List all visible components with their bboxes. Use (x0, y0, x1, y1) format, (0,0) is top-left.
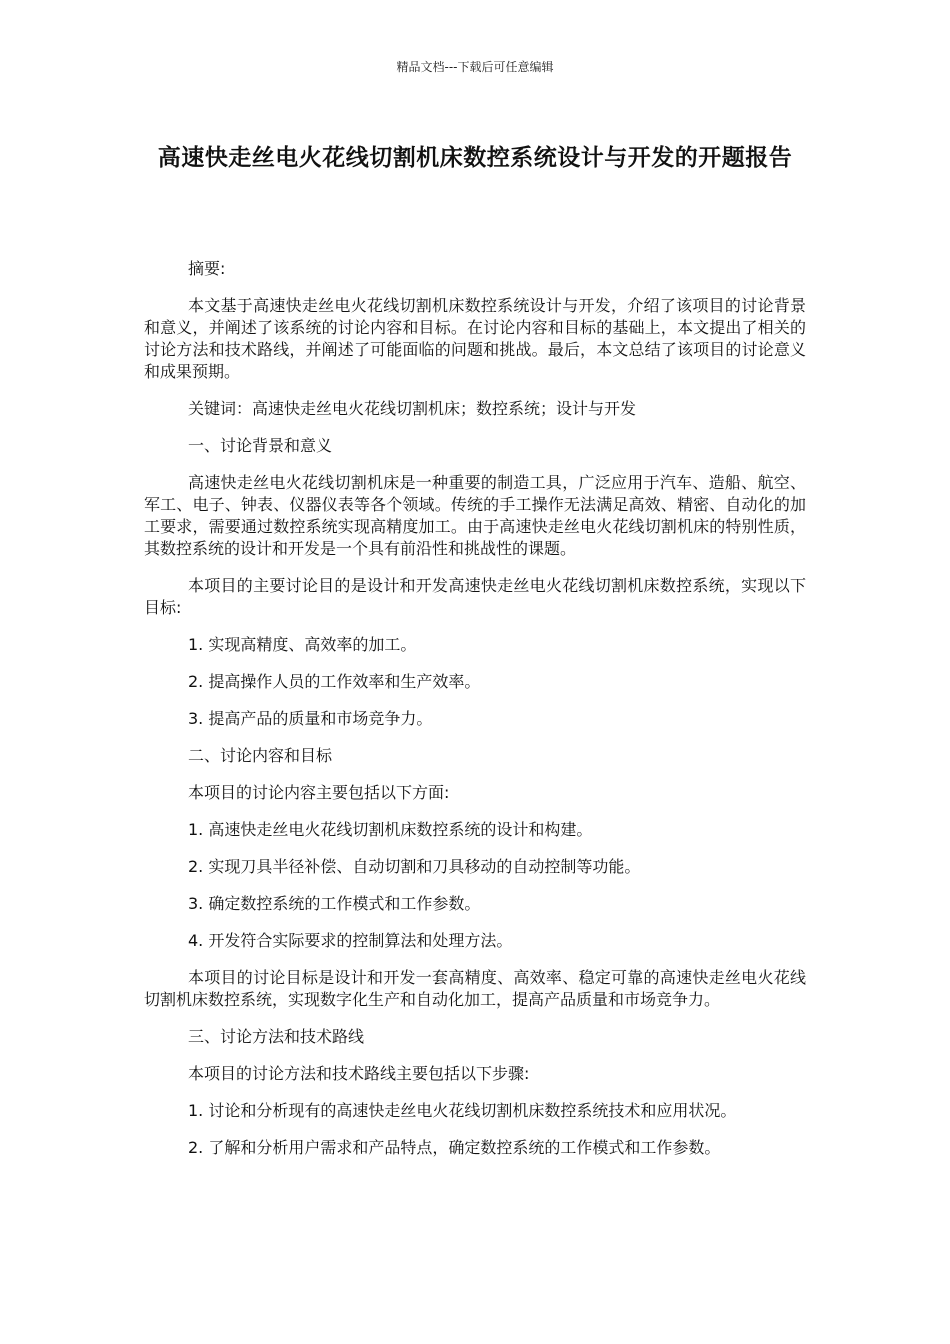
list-item: 1. 高速快走丝电火花线切割机床数控系统的设计和构建。 (188, 820, 593, 839)
section-2-heading: 二、讨论内容和目标 (188, 746, 333, 765)
section-2-goal-paragraph: 本项目的讨论目标是设计和开发一套高精度、高效率、稳定可靠的高速快走丝电火花线切割机床数控系统，实现数字化生产和自动化加工，提高产品质量和市场竞争力。 (144, 968, 806, 1009)
section-1-heading: 一、讨论背景和意义 (188, 436, 333, 455)
abstract-label: 摘要: (188, 259, 226, 278)
section-3-intro: 本项目的讨论方法和技术路线主要包括以下步骤: (188, 1064, 530, 1083)
document-body (144, 258, 806, 1174)
section-1-paragraph: 高速快走丝电火花线切割机床是一种重要的制造工具，广泛应用于汽车、造船、航空、军工、电子、钟表、仪器仪表等各个领域。传统的手工操作无法满足高效、精密、自动化的加工要求，需要通过数控系统实现高精度加工。由于高速快走丝电火花线切割机床的特别性质，其数控系统的设计和开发是一个具有前沿性和挑战性的课题。 (144, 473, 806, 558)
list-item: 2. 实现刀具半径补偿、自动切割和刀具移动的自动控制等功能。 (188, 857, 641, 876)
list-item: 3. 确定数控系统的工作模式和工作参数。 (188, 894, 481, 913)
list-item: 2. 提高操作人员的工作效率和生产效率。 (188, 672, 481, 691)
list-item: 2. 了解和分析用户需求和产品特点，确定数控系统的工作模式和工作参数。 (188, 1138, 721, 1157)
document-title: 高速快走丝电火花线切割机床数控系统设计与开发的开题报告 (157, 145, 793, 171)
list-item: 1. 实现高精度、高效率的加工。 (188, 635, 417, 654)
section-1-goals-intro: 本项目的主要讨论目的是设计和开发高速快走丝电火花线切割机床数控系统，实现以下目标: (144, 576, 806, 617)
abstract-text: 本文基于高速快走丝电火花线切割机床数控系统设计与开发，介绍了该项目的讨论背景和意义，并阐述了该系统的讨论内容和目标。在讨论内容和目标的基础上，本文提出了相关的讨论方法和技术路线，并阐述了可能面临的问题和挑战。最后，本文总结了该项目的讨论意义和成果预期。 (144, 296, 806, 381)
list-item: 1. 讨论和分析现有的高速快走丝电火花线切割机床数控系统技术和应用状况。 (188, 1101, 737, 1120)
list-item: 3. 提高产品的质量和市场竞争力。 (188, 709, 433, 728)
keywords: 关键词：高速快走丝电火花线切割机床；数控系统；设计与开发 (188, 399, 637, 418)
section-2-intro: 本项目的讨论内容主要包括以下方面: (188, 783, 450, 802)
section-3-heading: 三、讨论方法和技术路线 (188, 1027, 365, 1046)
list-item: 4. 开发符合实际要求的控制算法和处理方法。 (188, 931, 513, 950)
header-note: 精品文档---下载后可任意编辑 (396, 60, 554, 74)
